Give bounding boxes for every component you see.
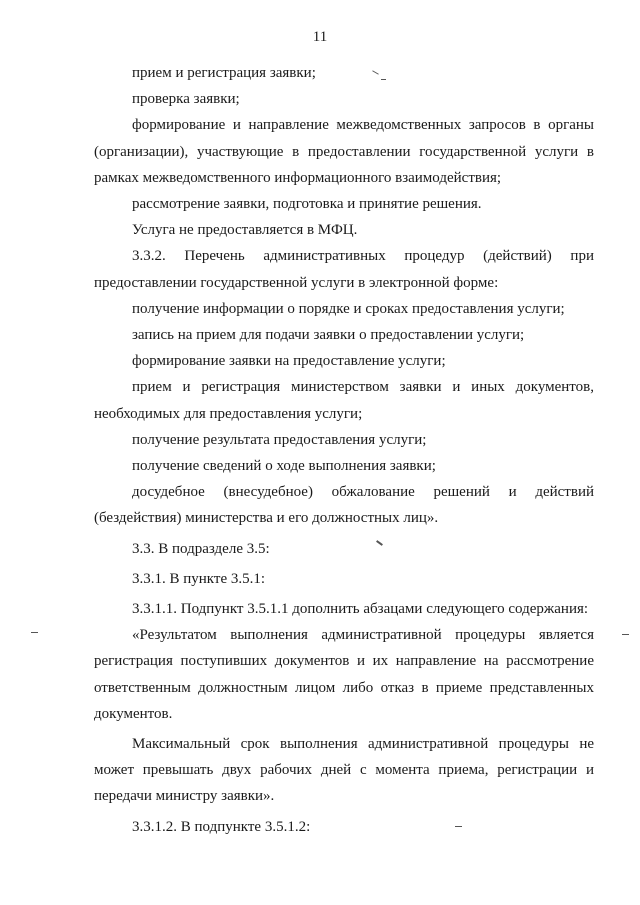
paragraph: получение сведений о ходе выполнения заявки;: [132, 458, 436, 475]
document-body: [94, 60, 594, 840]
paragraph: прием и регистрация министерством заявки и иных документов, необходимых для предоставления услуги;: [94, 379, 594, 422]
paragraph: досудебное (внесудебное) обжалование решений и действий (бездействия) министерства и его должностных лиц».: [94, 484, 594, 527]
paragraph: «Результатом выполнения административной процедуры является регистрация поступивших документов и их направление на рассмотрение ответственным должностным лицом либо отказ в приеме представленных документов.: [94, 627, 594, 722]
paragraph: получение результата предоставления услуги;: [132, 431, 427, 448]
paragraph: Максимальный срок выполнения административной процедуры не может превышать двух рабочих дней с момента приема, регистрации и передачи министру заявки».: [94, 736, 594, 805]
paragraph: получение информации о порядке и сроках предоставления услуги;: [132, 300, 565, 317]
page-number: 11: [312, 29, 328, 45]
paragraph: формирование и направление межведомственных запросов в органы (организации), участвующие в предоставлении государственной услуги в рамках межведомственного информационного взаимодействия;: [94, 117, 594, 186]
paragraph: Услуга не предоставляется в МФЦ.: [132, 222, 358, 239]
paragraph: 3.3.2. Перечень административных процедур (действий) при предоставлении государственной услуги в электронной форме:: [94, 248, 594, 291]
scan-speck: [622, 634, 629, 635]
scan-speck: [31, 632, 38, 633]
scan-speck: [455, 826, 462, 827]
scan-speck: [381, 79, 386, 80]
paragraph: проверка заявки;: [132, 91, 240, 108]
paragraph: 3.3.1.1. Подпункт 3.5.1.1 дополнить абзацами следующего содержания:: [132, 601, 589, 618]
paragraph: формирование заявки на предоставление услуги;: [132, 353, 446, 370]
paragraph: 3.3. В подразделе 3.5:: [132, 540, 270, 557]
paragraph: рассмотрение заявки, подготовка и принятие решения.: [132, 196, 482, 213]
paragraph: запись на прием для подачи заявки о предоставлении услуги;: [132, 327, 525, 344]
paragraph: 3.3.1.2. В подпункте 3.5.1.2:: [132, 818, 311, 835]
paragraph: прием и регистрация заявки;: [132, 65, 316, 81]
paragraph: 3.3.1. В пункте 3.5.1:: [132, 570, 266, 587]
